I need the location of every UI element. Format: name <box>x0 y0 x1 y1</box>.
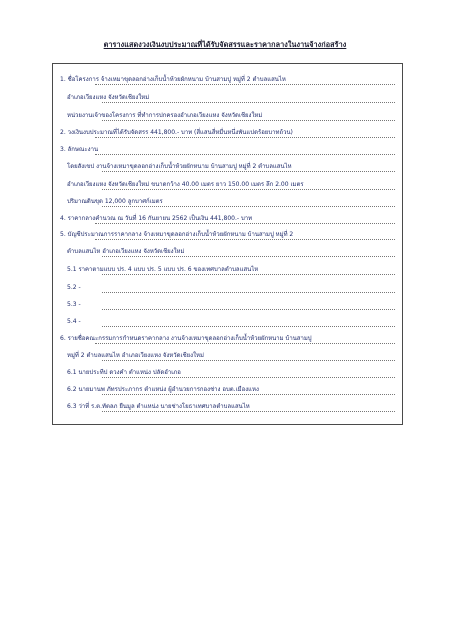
dotted-rule-7 <box>102 189 395 190</box>
form-line-7: อำเภอเวียงแหง จังหวัดเชียงใหม่ ขนาดกว้าง 40.00 เมตร ยาว 150.00 เมตร ลึก 2.00 เมตร <box>67 181 304 188</box>
form-line-14: 5.3 - <box>67 301 81 308</box>
dotted-rule-3 <box>102 120 395 121</box>
dotted-rule-1 <box>95 84 395 85</box>
form-line-4: 2. วงเงินงบประมาณที่ได้รับจัดสรร 441,800.- บาท (สี่แสนสี่หมื่นหนึ่งพันแปดร้อยบาทถ้วน) <box>60 129 293 136</box>
dotted-rule-15 <box>102 326 395 327</box>
form-line-12: 5.1 ราคาตามแบบ ปร. 4 แบบ ปร. 5 แบบ ปร. 6 ของเทศบาลตำบลแสนไห <box>67 266 259 273</box>
form-line-6: โดยสังเขป งานจ้างเหมาขุดลอกอ่างเก็บน้ำห้วยผักหนาม บ้านสามปู หมู่ที่ 2 ตำบลแสนไห <box>67 163 292 170</box>
dotted-rule-2 <box>102 102 395 103</box>
form-line-11: ตำบลแสนไห อำเภอเวียงแหง จังหวัดเชียงใหม่ <box>67 248 185 255</box>
form-line-5: 3. ลักษณะงาน <box>60 146 99 153</box>
dotted-rule-18 <box>102 377 395 378</box>
form-line-8: ปริมาณดินขุด 12,000 ลูกบาศก์เมตร <box>67 198 163 205</box>
form-line-13: 5.2 - <box>67 284 81 291</box>
dotted-rule-19 <box>102 394 395 395</box>
dotted-rule-17 <box>102 360 395 361</box>
dotted-rule-9 <box>95 223 395 224</box>
dotted-rule-20 <box>102 411 395 412</box>
form-line-9: 4. ราคากลางคำนวณ ณ วันที่ 16 กันยายน 2562 เป็นเงิน 441,800.- บาท <box>60 215 253 222</box>
form-line-1: 1. ชื่อโครงการ จ้างเหมาขุดลอกอ่างเก็บน้ำห้วยผักหนาม บ้านสามปู หมู่ที่ 2 ตำบลแสนไห <box>60 76 286 83</box>
dotted-rule-16 <box>95 343 395 344</box>
dotted-rule-4 <box>95 137 395 138</box>
dotted-rule-5 <box>95 154 395 155</box>
form-line-19: 6.2 นายมานพ ภัทรประภากร ตำแหน่ง ผู้อำนวยการกองช่าง อบต.เมืองแหง <box>67 386 259 393</box>
dotted-rule-14 <box>102 309 395 310</box>
dotted-rule-11 <box>102 256 395 257</box>
form-line-10: 5. บัญชีประมาณการราคากลาง จ้างเหมาขุดลอกอ่างเก็บน้ำห้วยผักหนาม บ้านสามปู หมู่ที่ 2 <box>60 231 294 238</box>
dotted-rule-6 <box>102 171 395 172</box>
form-line-17: หมู่ที่ 2 ตำบลแสนไห อำเภอเวียงแหง จังหวัดเชียงใหม่ <box>67 352 204 359</box>
dotted-rule-10 <box>95 239 395 240</box>
document-title: ตารางแสดงวงเงินงบประมาณที่ได้รับจัดสรรและราคากลางในงานจ้างก่อสร้าง <box>103 40 347 49</box>
form-line-20: 6.3 ว่าที่ ร.ต.ทัตลภ ยืนมูล ตำแหน่ง นายช่างโยธาเทศบาลตำบลแสนไห <box>67 403 250 410</box>
dotted-rule-8 <box>102 206 395 207</box>
form-line-2: อำเภอเวียงแหง จังหวัดเชียงใหม่ <box>67 94 150 101</box>
form-line-15: 5.4 - <box>67 318 81 325</box>
dotted-rule-13 <box>102 292 395 293</box>
form-line-16: 6. รายชื่อคณะกรรมการกำหนดราคากลาง งานจ้างเหมาขุดลอกอ่างเก็บน้ำห้วยผักหนาม บ้านสามปู <box>60 335 312 342</box>
form-line-3: หน่วยงานเจ้าของโครงการ ที่ทำการปกครองอำเภอเวียงแหง จังหวัดเชียงใหม่ <box>67 112 263 119</box>
form-line-18: 6.1 นายประทีป ดวงคำ ตำแหน่ง ปลัดอำเภอ <box>67 369 181 376</box>
dotted-rule-12 <box>102 274 395 275</box>
